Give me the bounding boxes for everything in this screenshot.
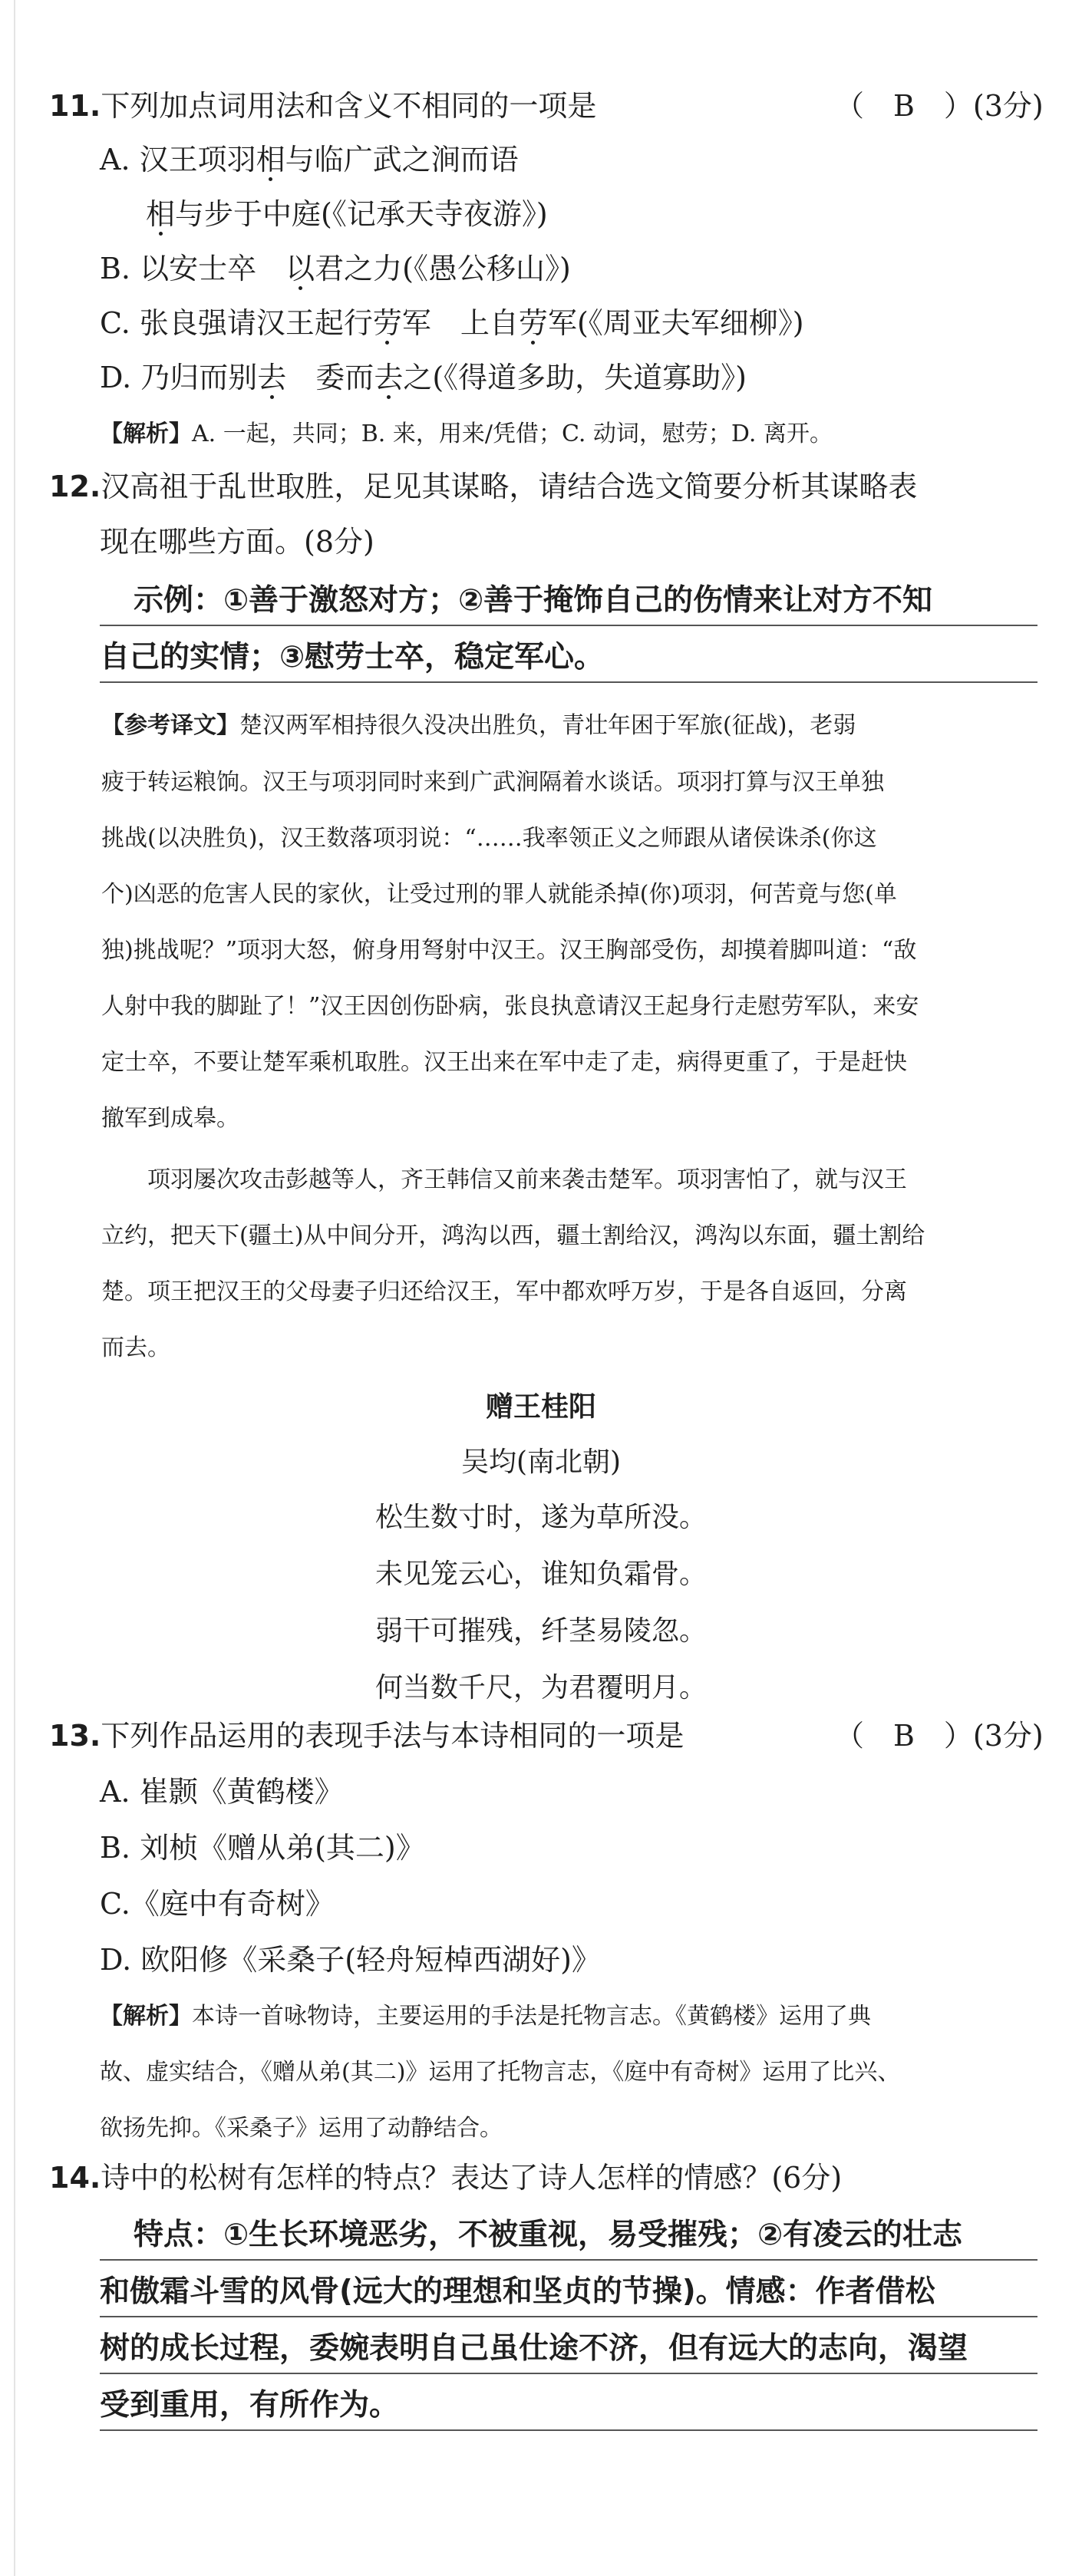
- q11-d-text3: 之(《得道多助，失道寡助》): [403, 361, 747, 394]
- q11-b-text2: 安士卒: [169, 252, 286, 285]
- q12-answer-line1: 示例：①善于激怒对方；②善于掩饰自己的伤情来让对方不知: [134, 583, 933, 618]
- q11-option-b: [100, 249, 571, 289]
- q11-number: 11.: [49, 89, 101, 123]
- q13-option-c: C.《庭中有奇树》: [100, 1887, 335, 1921]
- q14-answer-line2: 和傲霜斗雪的风骨(远大的理想和坚贞的节操)。情感：作者借松: [100, 2274, 935, 2309]
- q12-reference-line: 独)挑战呢？”项羽大怒，俯身用弩射中汉王。汉王胸部受伤，却摸着脚叫道：“敌: [101, 937, 917, 964]
- q12-reference-tag: 【参考译文】: [101, 712, 239, 739]
- q13-analysis-line3: 欲扬先抑。《采桑子》运用了动静结合。: [100, 2115, 503, 2142]
- q12-stem-line1: [49, 467, 917, 506]
- q13-analysis-line1: [100, 2000, 871, 2033]
- q11-option-d: [100, 358, 747, 397]
- q13-option-d: D. 欧阳修《采桑子(轻舟短棹西湖好)》: [100, 1943, 601, 1977]
- q14-answer-line1: 特点：①生长环境恶劣，不被重视，易受摧残；②有凌云的壮志: [134, 2218, 963, 2252]
- q11-d-dotted-word2: 去: [374, 361, 404, 394]
- q12-reference-line: 而去。: [101, 1334, 170, 1361]
- q14-answer-line3: 树的成长过程，委婉表明自己虽仕途不济，但有远大的志向，渴望: [100, 2331, 968, 2366]
- answer-underline: [100, 681, 1037, 683]
- q14-stem: [49, 2158, 842, 2198]
- poem-line: 何当数千尺，为君覆明月。: [374, 1672, 707, 1704]
- q13-analysis-tag: 【解析】: [100, 2003, 192, 2030]
- q11-b-text: B. 以: [100, 252, 170, 285]
- q12-reference-line: 楚。项王把汉王的父母妻子归还给汉王，军中都欢呼万岁，于是各自返回，分离: [101, 1278, 907, 1305]
- q11-a-dotted-word: 相: [256, 143, 285, 176]
- q11-stem-text: 下列加点词用法和含义不相同的一项是: [101, 89, 597, 123]
- q12-reference-line: 定士卒，不要让楚军乘机取胜。汉王出来在军中走了走，病得更重了，于是赶快: [101, 1049, 907, 1076]
- q11-analysis-text: A. 一起，共同；B. 来，用来/凭借；C. 动词，慰劳；D. 离开。: [192, 421, 833, 447]
- answer-underline: [100, 2373, 1037, 2374]
- q12-reference-line: 人射中我的脚趾了！”汉王因创伤卧病，张良执意请汉王起身行走慰劳军队，来安: [101, 993, 919, 1020]
- q12-reference-line: 挑战(以决胜负)，汉王数落项羽说：“……我率领正义之师跟从诸侯诛杀(你这: [101, 825, 877, 852]
- poem-author: 吴均(南北朝): [460, 1446, 622, 1478]
- q12-reference-line: 立约，把天下(疆土)从中间分开，鸿沟以西，疆土割给汉，鸿沟以东面，疆土割给: [101, 1222, 925, 1249]
- q11-c-text: C. 张良强请汉王起行: [100, 306, 373, 340]
- q11-option-a-line1: [100, 140, 519, 180]
- poem-line: 弱干可摧残，纤茎易陵忽。: [374, 1615, 707, 1647]
- poem-line: 松生数寸时，遂为草所没。: [374, 1502, 707, 1533]
- q11-stem: [49, 86, 596, 126]
- q12-answer-line2: 自己的实情；③慰劳士卒，稳定军心。: [100, 640, 605, 675]
- q11-answer: （ B ）(3分): [835, 89, 1044, 123]
- q13-option-b: B. 刘桢《赠从弟(其二)》: [100, 1831, 425, 1865]
- q11-d-dotted-word: 去: [257, 361, 287, 394]
- q14-stem-text: 诗中的松树有怎样的特点？表达了诗人怎样的情感？(6分): [101, 2161, 843, 2195]
- q13-analysis-text: 本诗一首咏物诗，主要运用的手法是托物言志。《黄鹤楼》运用了典: [192, 2003, 871, 2030]
- q11-c-dotted-word: 劳: [372, 306, 402, 340]
- q12-reference-text: 楚汉两军相持很久没决出胜负，青壮年困于军旅(征战)，老弱: [239, 712, 856, 739]
- poem-line: 未见笼云心，谁知负霜骨。: [374, 1558, 707, 1590]
- q11-option-c: [100, 303, 804, 343]
- margin-line: [14, 0, 15, 2576]
- q13-analysis-line2: 故、虚实结合，《赠从弟(其二)》运用了托物言志，《庭中有奇树》运用了比兴、: [100, 2059, 901, 2086]
- q11-analysis-tag: 【解析】: [100, 421, 192, 447]
- q12-reference-line: 项羽屡次攻击彭越等人，齐王韩信又前来袭击楚军。项羽害怕了，就与汉王: [147, 1166, 907, 1193]
- q11-a-text3: 与步于中庭(《记承天寺夜游》): [175, 197, 548, 231]
- q11-option-a-line2: [146, 194, 548, 234]
- q12-reference-line: 个)凶恶的危害人民的家伙，让受过刑的罪人就能杀掉(你)项羽，何苦竟与您(单: [101, 881, 897, 908]
- q12-reference-line: 撤军到成皋。: [101, 1105, 239, 1132]
- q11-a-text: A. 汉王项羽: [100, 143, 256, 176]
- poem-title: 赠王桂阳: [485, 1391, 596, 1423]
- q12-reference-line: [101, 709, 856, 743]
- q11-a-dotted-word2: 相: [146, 197, 176, 231]
- answer-underline: [100, 625, 1037, 626]
- q11-c-text3: 军(《周亚夫军细柳》): [547, 306, 804, 340]
- q11-b-dotted-word: 以: [285, 252, 315, 285]
- q12-number: 12.: [49, 470, 101, 503]
- q14-number: 14.: [49, 2161, 101, 2195]
- answer-underline: [100, 2259, 1037, 2261]
- answer-underline: [100, 2316, 1037, 2317]
- q11-b-text3: 君之力(《愚公移山》): [315, 252, 571, 285]
- q13-stem-text: 下列作品运用的表现手法与本诗相同的一项是: [101, 1719, 684, 1753]
- answer-underline: [100, 2429, 1037, 2431]
- q11-a-text2: 与临广武之涧而语: [285, 143, 519, 176]
- q11-d-text: D. 乃归而别: [100, 361, 258, 394]
- q12-stem-line2: 现在哪些方面。(8分): [100, 525, 374, 559]
- q13-option-a: A. 崔颢《黄鹤楼》: [100, 1775, 344, 1809]
- q13-stem: [49, 1716, 684, 1756]
- q11-d-text2: 委而: [286, 361, 374, 394]
- q11-c-dotted-word2: 劳: [518, 306, 548, 340]
- q11-analysis: [100, 417, 833, 451]
- q11-c-text2: 军 上自: [401, 306, 519, 340]
- q13-number: 13.: [49, 1719, 101, 1753]
- q13-answer: （ B ）(3分): [835, 1719, 1044, 1753]
- q14-answer-line4: 受到重用，有所作为。: [100, 2388, 400, 2423]
- q12-reference-line: 疲于转运粮饷。汉王与项羽同时来到广武涧隔着水谈话。项羽打算与汉王单独: [101, 769, 884, 796]
- q12-stem-text1: 汉高祖于乱世取胜，足见其谋略，请结合选文简要分析其谋略表: [101, 470, 918, 503]
